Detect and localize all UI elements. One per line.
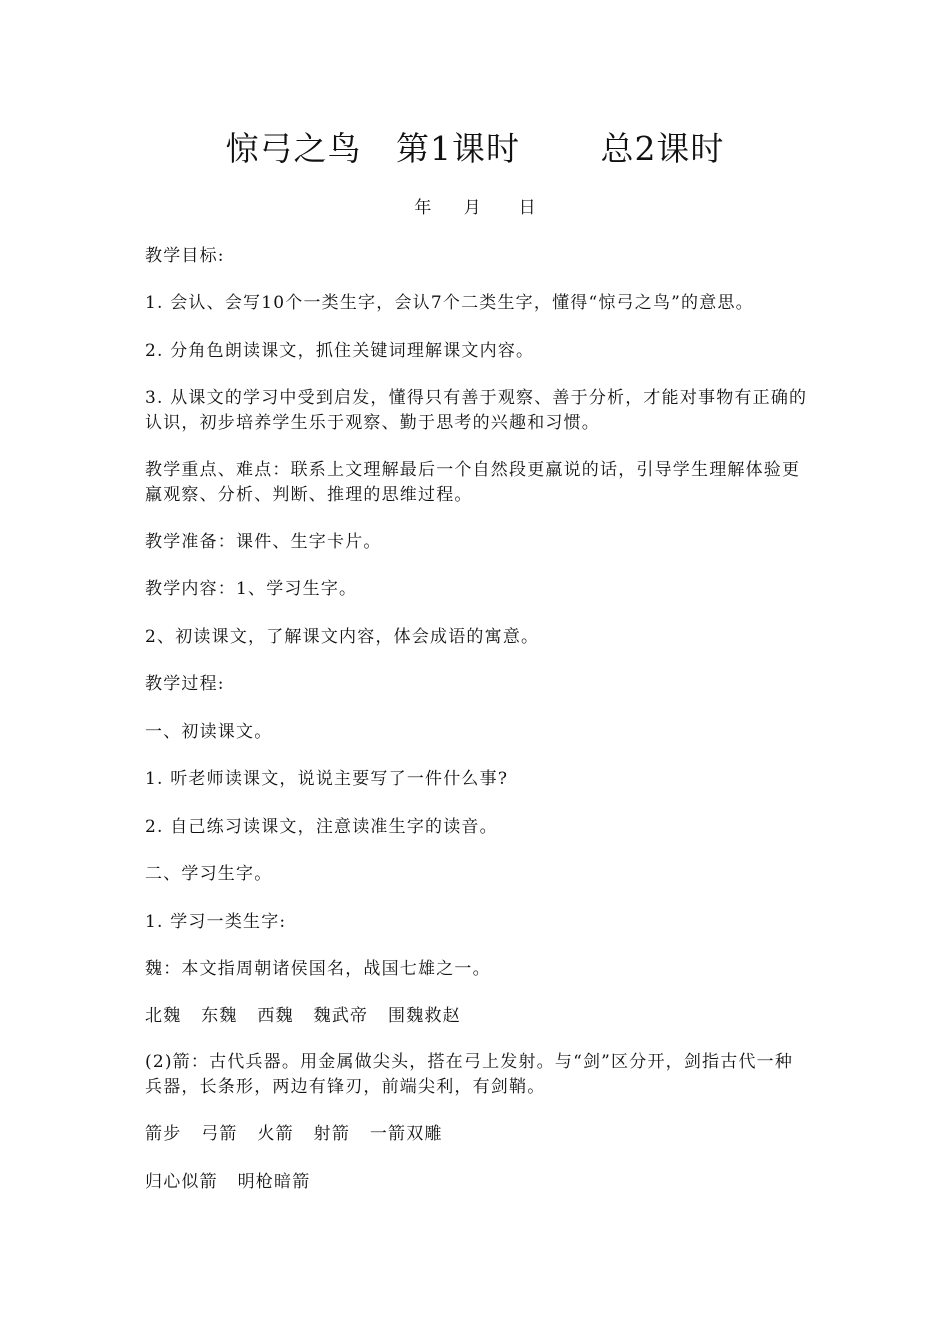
objective-2: 2. 分角色朗读课文，抓住关键词理解课文内容。 — [145, 341, 535, 361]
char-wei-definition: 魏：本文指周朝诸侯国名，战国七雄之一。 — [145, 959, 491, 979]
content-2: 2、初读课文，了解课文内容，体会成语的寓意。 — [145, 627, 540, 647]
section-2-heading: 二、学习生字。 — [145, 864, 273, 884]
char-wei-words: 北魏 东魏 西魏 魏武帝 围魏救赵 — [145, 1006, 461, 1026]
objective-3: 3. 从课文的学习中受到启发，懂得只有善于观察、善于分析，才能对事物有正确的认识，初步培养学生乐于观察、勤于思考的兴趣和习惯。 — [145, 388, 808, 433]
date-line: 年 月 日 — [414, 198, 536, 218]
preparation: 教学准备：课件、生字卡片。 — [145, 532, 382, 552]
step-1-2: 2. 自己练习读课文，注意读准生字的读音。 — [145, 817, 498, 837]
section-1-heading: 一、初读课文。 — [145, 722, 273, 742]
char-jian-words: 箭步 弓箭 火箭 射箭 一箭双雕 — [145, 1124, 443, 1144]
lesson-title: 惊弓之鸟 第1课时 总2课时 — [225, 129, 725, 168]
char-jian-definition: (2)箭：古代兵器。用金属做尖头，搭在弓上发射。与“剑”区分开，剑指古代一种兵器，长条形，两边有锋刃，前端尖利，有剑鞘。 — [145, 1052, 794, 1097]
objective-1: 1. 会认、会写10个一类生字，会认7个二类生字，懂得“惊弓之鸟”的意思。 — [145, 293, 754, 313]
char-jian-idioms: 归心似箭 明枪暗箭 — [145, 1172, 311, 1192]
process-heading: 教学过程: — [145, 674, 225, 694]
key-points: 教学重点、难点：联系上文理解最后一个自然段更羸说的话，引导学生理解体验更羸观察、分析、判断、推理的思维过程。 — [145, 460, 801, 505]
objectives-heading: 教学目标: — [145, 246, 225, 266]
step-2-1: 1. 学习一类生字: — [145, 912, 287, 932]
step-1-1: 1. 听老师读课文，说说主要写了一件什么事? — [145, 769, 509, 789]
content-1: 教学内容：1、学习生字。 — [145, 579, 358, 599]
